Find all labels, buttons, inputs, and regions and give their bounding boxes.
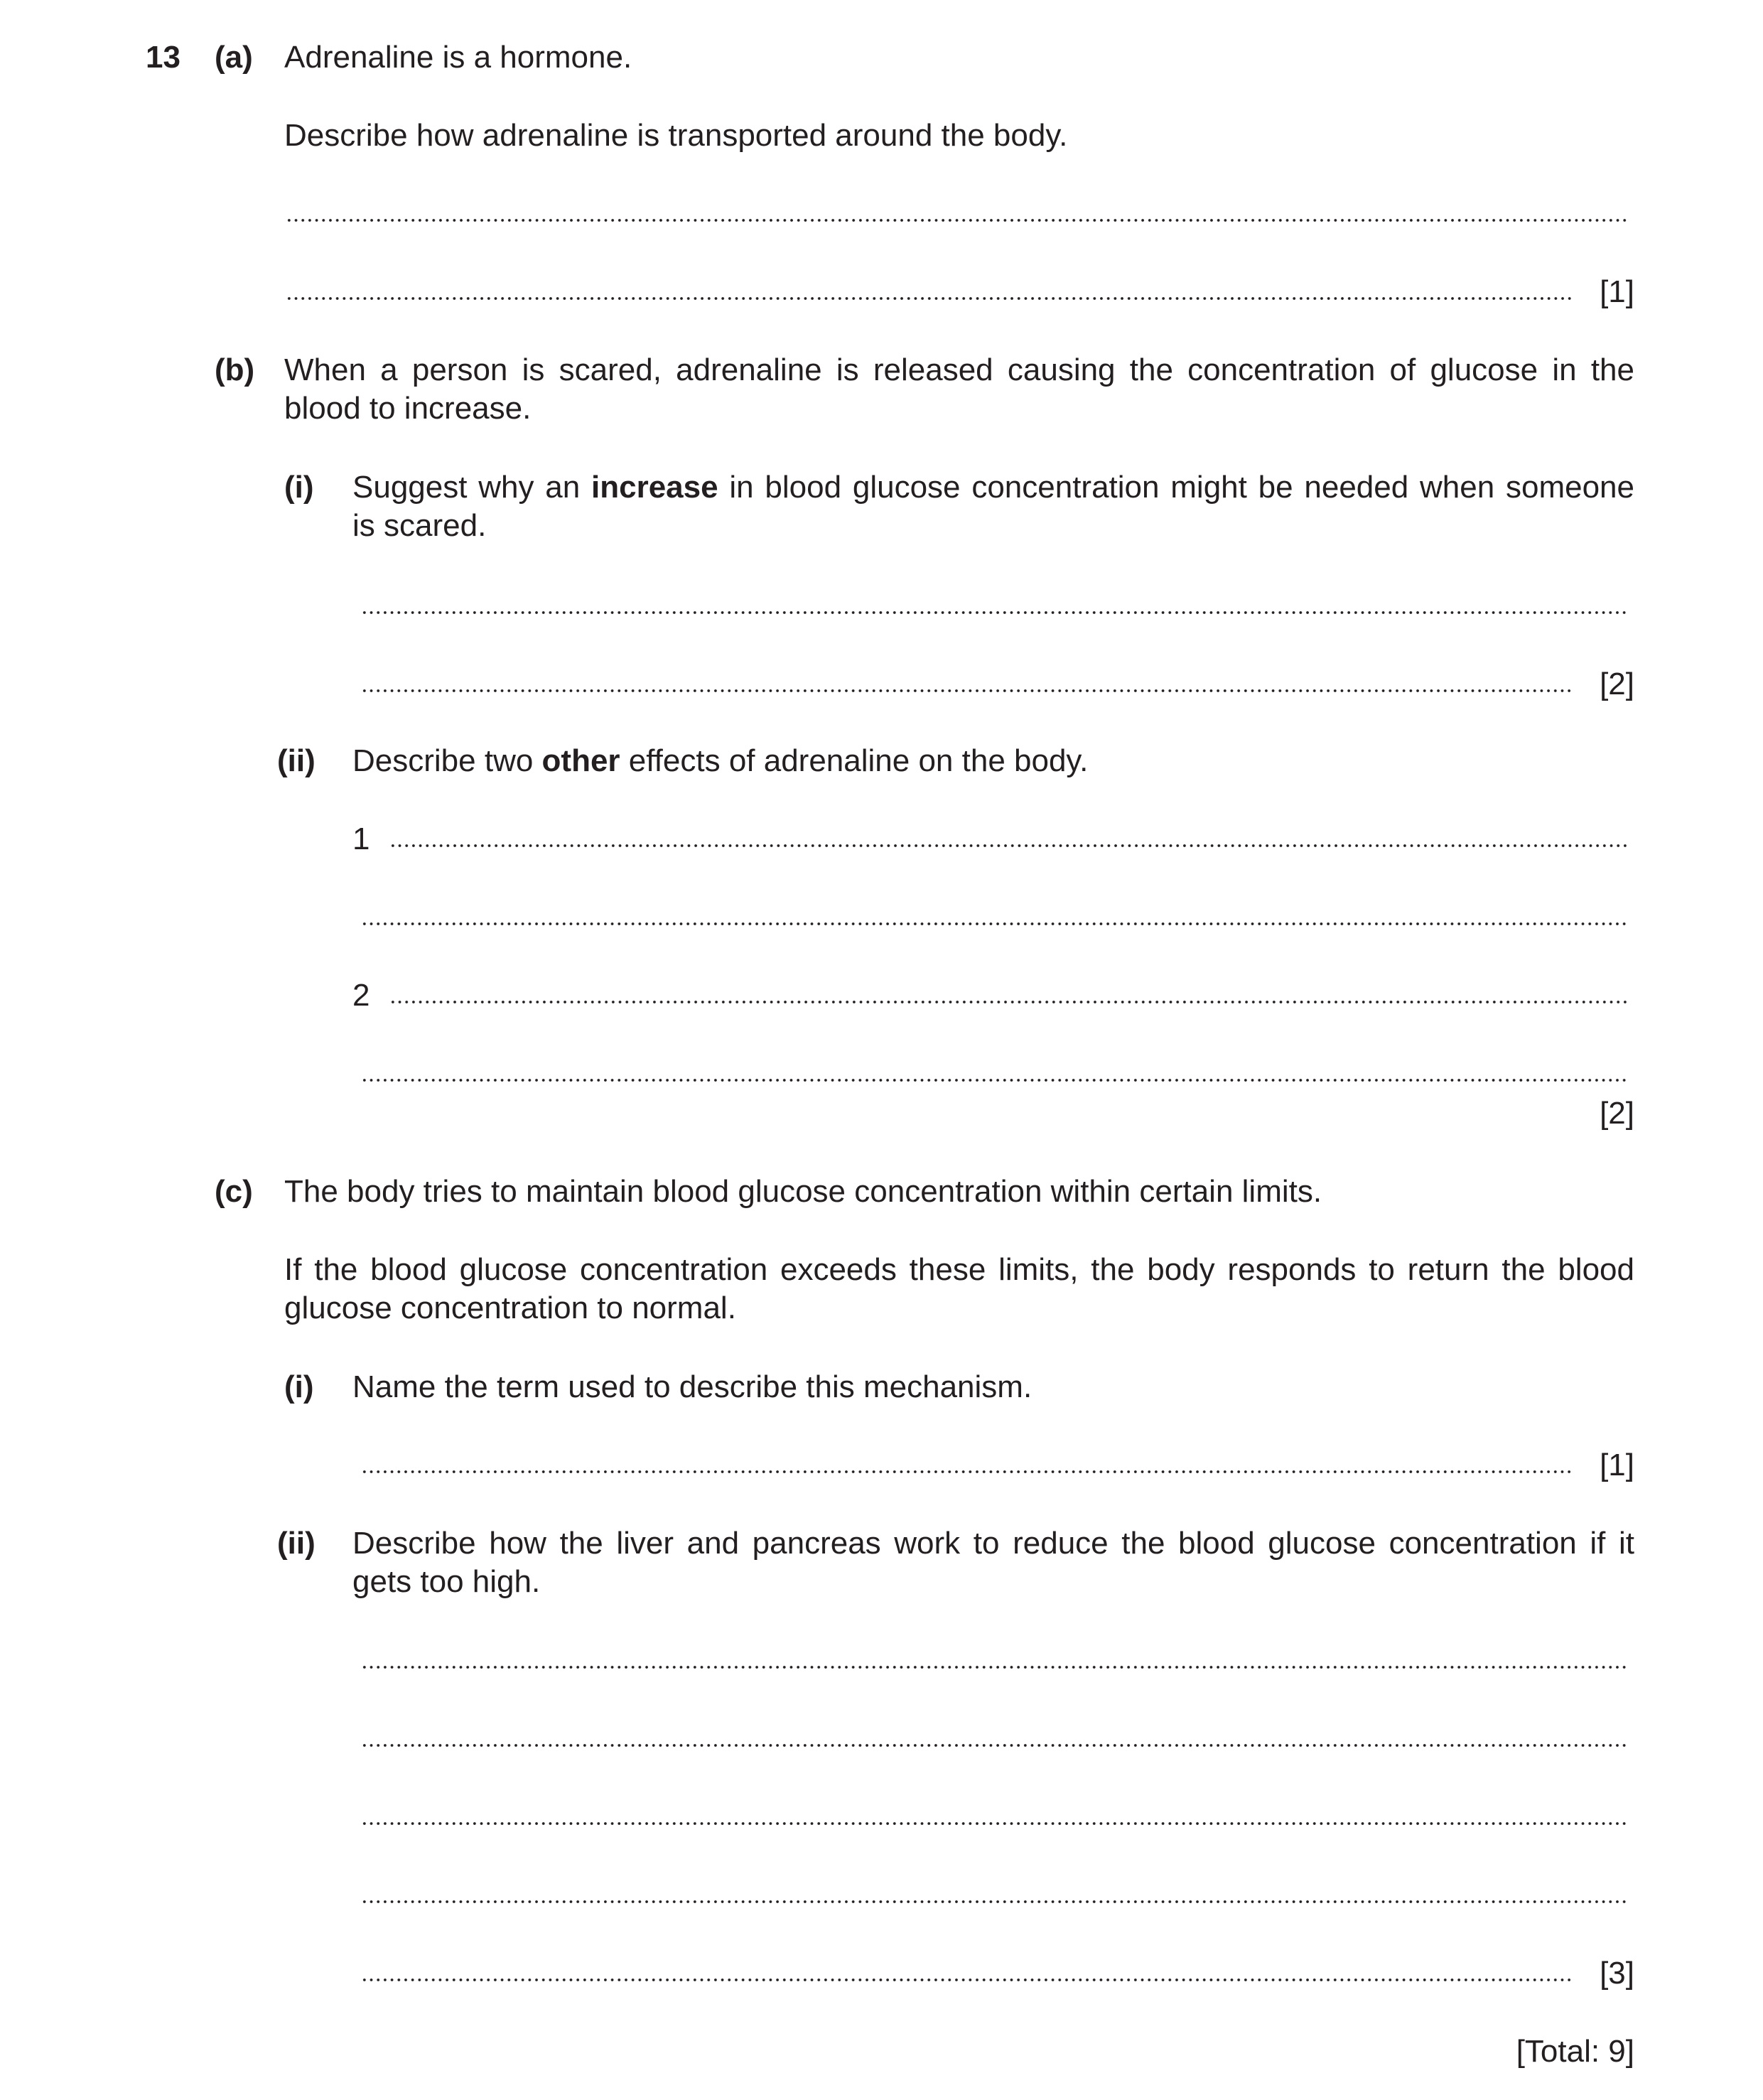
part-a-prompt: Describe how adrenaline is transported around the body.: [284, 118, 1068, 153]
part-c-intro: The body tries to maintain blood glucose concentration within certain limits.: [284, 1174, 1322, 1209]
item-2-number: 2: [352, 978, 370, 1013]
part-a-intro: Adrenaline is a hormone.: [284, 40, 632, 75]
answer-line-a-1[interactable]: [286, 219, 1627, 222]
part-c-ii-question: Describe how the liver and pancreas work to reduce the blood glucose concentration if it gets too high.: [352, 1526, 1634, 1599]
part-c-i-mark: [1]: [1600, 1448, 1634, 1482]
answer-line-c-ii-1[interactable]: [361, 1666, 1627, 1669]
answer-line-c-ii-2[interactable]: [361, 1744, 1627, 1747]
answer-line-c-ii-4[interactable]: [361, 1900, 1627, 1903]
part-b-ii-mark: [2]: [1600, 1096, 1634, 1131]
part-a-label: (a): [215, 40, 253, 75]
part-b-i-mark: [2]: [1600, 667, 1634, 701]
answer-line-c-i-1[interactable]: [361, 1470, 1572, 1473]
answer-line-b-ii-3[interactable]: [389, 1001, 1627, 1003]
part-c-i-label: (i): [284, 1369, 314, 1404]
total-marks: [Total: 9]: [1516, 2034, 1634, 2069]
part-b-ii-question: Describe two other effects of adrenaline on the body.: [352, 743, 1089, 778]
part-b-i-label: (i): [284, 470, 314, 505]
part-b-ii-label: (ii): [277, 743, 316, 778]
part-c-label: (c): [215, 1174, 253, 1209]
part-b-intro: When a person is scared, adrenaline is released causing the concentration of glucose in the blood to increase.: [284, 352, 1634, 426]
answer-line-b-i-1[interactable]: [361, 611, 1627, 614]
part-b-i-question: Suggest why an increase in blood glucose concentration might be needed when someone is scared.: [352, 470, 1634, 543]
part-a-mark: [1]: [1600, 274, 1634, 309]
answer-line-b-ii-2[interactable]: [361, 922, 1627, 925]
emphasis-increase: increase: [591, 470, 718, 505]
emphasis-other: other: [541, 743, 620, 778]
answer-line-c-ii-3[interactable]: [361, 1822, 1627, 1825]
answer-line-a-2[interactable]: [286, 297, 1572, 300]
part-b-label: (b): [215, 352, 255, 387]
item-1-number: 1: [352, 822, 370, 856]
answer-line-b-i-2[interactable]: [361, 689, 1572, 692]
part-c-intro-2: If the blood glucose concentration exceeds these limits, the body responds to return the blood glucose concentration to normal.: [284, 1252, 1634, 1325]
question-number: 13: [146, 40, 180, 75]
part-c-i-question: Name the term used to describe this mechanism.: [352, 1369, 1033, 1404]
part-c-ii-mark: [3]: [1600, 1956, 1634, 1991]
answer-line-b-ii-4[interactable]: [361, 1079, 1627, 1082]
answer-line-c-ii-5[interactable]: [361, 1978, 1572, 1981]
part-c-ii-label: (ii): [277, 1526, 316, 1561]
answer-line-b-ii-1[interactable]: [389, 844, 1627, 847]
